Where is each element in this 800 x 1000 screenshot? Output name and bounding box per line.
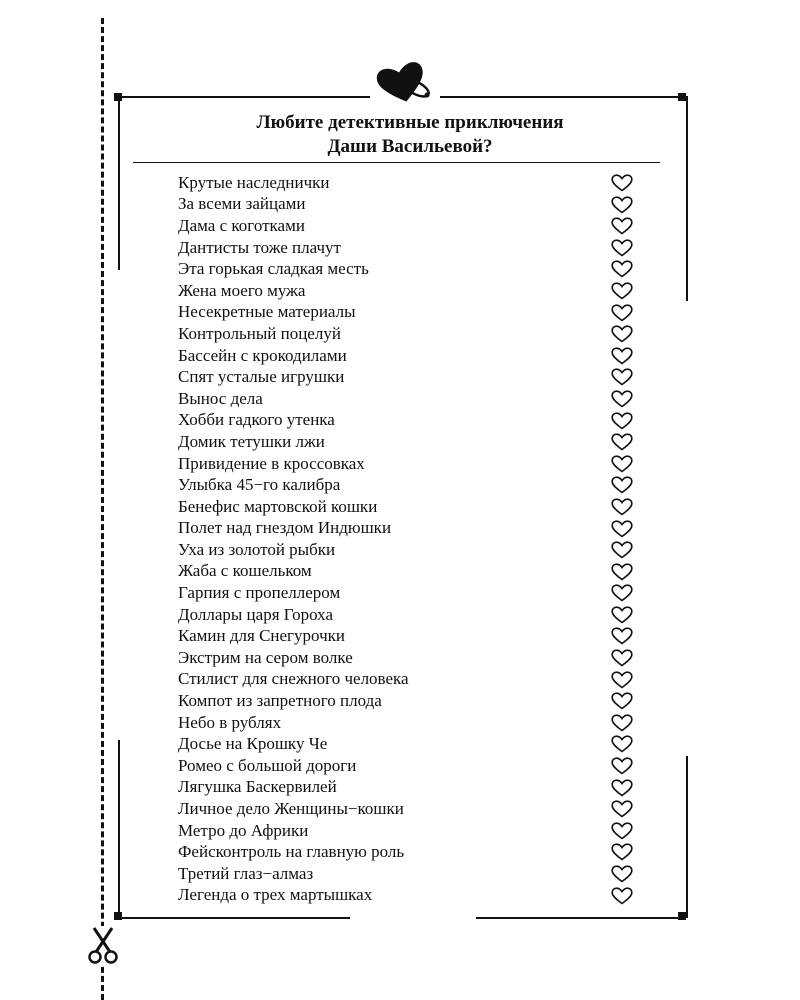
book-title: Привидение в кроссовках bbox=[178, 453, 365, 473]
book-title: Доллары царя Гороха bbox=[178, 604, 334, 624]
heart-outline-icon[interactable] bbox=[610, 390, 634, 408]
book-title: Спят усталые игрушки bbox=[178, 367, 345, 387]
heart-outline-icon[interactable] bbox=[610, 757, 634, 775]
heart-outline-icon[interactable] bbox=[610, 368, 634, 386]
list-item bbox=[178, 798, 648, 820]
book-title: Контрольный поцелуй bbox=[178, 323, 341, 343]
promo-heading bbox=[150, 111, 670, 159]
book-title: Легенда о трех мартышках bbox=[178, 885, 373, 905]
list-item bbox=[178, 280, 648, 302]
heart-outline-icon[interactable] bbox=[610, 800, 634, 818]
promo-heading-line1: Любите детективные приключения bbox=[256, 112, 564, 133]
book-title: Гарпия с пропеллером bbox=[178, 583, 341, 603]
list-item bbox=[178, 302, 648, 324]
heart-outline-icon[interactable] bbox=[610, 433, 634, 451]
book-title: Стилист для снежного человека bbox=[178, 669, 409, 689]
book-title: Камин для Снегурочки bbox=[178, 626, 345, 646]
list-item bbox=[178, 366, 648, 388]
book-title: Хобби гадкого утенка bbox=[178, 410, 335, 430]
book-title: Дама с коготками bbox=[178, 215, 305, 235]
heart-outline-icon[interactable] bbox=[610, 627, 634, 645]
list-item bbox=[178, 539, 648, 561]
list-item bbox=[178, 647, 648, 669]
book-title: Личное дело Женщины−кошки bbox=[178, 799, 404, 819]
list-item bbox=[178, 453, 648, 475]
book-title: Ромео с большой дороги bbox=[178, 755, 357, 775]
book-title: Эта горькая сладкая месть bbox=[178, 259, 369, 279]
book-title: Небо в рублях bbox=[178, 712, 282, 732]
list-item bbox=[178, 755, 648, 777]
book-title: Домик тетушки лжи bbox=[178, 431, 325, 451]
heart-outline-icon[interactable] bbox=[610, 563, 634, 581]
book-title: Экстрим на сером волке bbox=[178, 647, 353, 667]
list-item bbox=[178, 194, 648, 216]
heart-outline-icon[interactable] bbox=[610, 541, 634, 559]
heart-outline-icon[interactable] bbox=[610, 455, 634, 473]
heart-outline-icon[interactable] bbox=[610, 412, 634, 430]
list-item bbox=[178, 777, 648, 799]
heart-safety-pin-icon bbox=[372, 60, 436, 106]
book-title: Полет над гнездом Индюшки bbox=[178, 518, 392, 538]
book-title: Фейсконтроль на главную роль bbox=[178, 842, 405, 862]
heart-outline-icon[interactable] bbox=[610, 476, 634, 494]
list-item bbox=[178, 237, 648, 259]
list-item bbox=[178, 345, 648, 367]
heart-outline-icon[interactable] bbox=[610, 735, 634, 753]
book-title: Дантисты тоже плачут bbox=[178, 237, 341, 257]
list-item bbox=[178, 496, 648, 518]
book-title: Метро до Африки bbox=[178, 820, 309, 840]
book-title: Бенефис мартовской кошки bbox=[178, 496, 378, 516]
heart-outline-icon[interactable] bbox=[610, 714, 634, 732]
list-item bbox=[178, 474, 648, 496]
book-title: Бассейн с крокодилами bbox=[178, 345, 347, 365]
heart-outline-icon[interactable] bbox=[610, 325, 634, 343]
heart-outline-icon[interactable] bbox=[610, 196, 634, 214]
heart-outline-icon[interactable] bbox=[610, 606, 634, 624]
list-item bbox=[178, 733, 648, 755]
list-item bbox=[178, 258, 648, 280]
list-item bbox=[178, 172, 648, 194]
heart-outline-icon[interactable] bbox=[610, 779, 634, 797]
list-item bbox=[178, 388, 648, 410]
heart-outline-icon[interactable] bbox=[610, 843, 634, 861]
book-title: Лягушка Баскервилей bbox=[178, 777, 337, 797]
book-title: Жаба с кошельком bbox=[178, 561, 312, 581]
heart-outline-icon[interactable] bbox=[610, 692, 634, 710]
cut-line bbox=[101, 18, 104, 1000]
list-item bbox=[178, 604, 648, 626]
heading-divider bbox=[133, 162, 660, 163]
heart-outline-icon[interactable] bbox=[610, 887, 634, 905]
book-title: Досье на Крошку Че bbox=[178, 734, 328, 754]
book-title: Компот из запретного плода bbox=[178, 691, 382, 711]
book-title: За всеми зайцами bbox=[178, 194, 306, 214]
heart-outline-icon[interactable] bbox=[610, 649, 634, 667]
list-item bbox=[178, 669, 648, 691]
heart-outline-icon[interactable] bbox=[610, 174, 634, 192]
heart-outline-icon[interactable] bbox=[610, 822, 634, 840]
heart-outline-icon[interactable] bbox=[610, 217, 634, 235]
heart-outline-icon[interactable] bbox=[610, 260, 634, 278]
list-item bbox=[178, 820, 648, 842]
heart-outline-icon[interactable] bbox=[610, 865, 634, 883]
scissors-icon bbox=[86, 926, 120, 966]
book-title: Третий глаз−алмаз bbox=[178, 863, 314, 883]
list-item bbox=[178, 625, 648, 647]
list-item bbox=[178, 885, 648, 907]
heart-outline-icon[interactable] bbox=[610, 584, 634, 602]
book-checklist bbox=[178, 172, 648, 906]
list-item bbox=[178, 431, 648, 453]
promo-heading-line2: Даши Васильевой? bbox=[327, 136, 493, 157]
heart-outline-icon[interactable] bbox=[610, 239, 634, 257]
list-item bbox=[178, 841, 648, 863]
book-title: Несекретные материалы bbox=[178, 302, 356, 322]
book-title: Уха из золотой рыбки bbox=[178, 539, 336, 559]
list-item bbox=[178, 712, 648, 734]
list-item bbox=[178, 561, 648, 583]
list-item bbox=[178, 690, 648, 712]
book-title: Улыбка 45−го калибра bbox=[178, 475, 341, 495]
heart-outline-icon[interactable] bbox=[610, 671, 634, 689]
list-item bbox=[178, 863, 648, 885]
heart-outline-icon[interactable] bbox=[610, 347, 634, 365]
list-item bbox=[178, 518, 648, 540]
heart-outline-icon[interactable] bbox=[610, 282, 634, 300]
list-item bbox=[178, 410, 648, 432]
heart-outline-icon[interactable] bbox=[610, 498, 634, 516]
list-item bbox=[178, 215, 648, 237]
list-item bbox=[178, 323, 648, 345]
book-title: Вынос дела bbox=[178, 388, 263, 408]
book-title: Крутые наследнички bbox=[178, 172, 330, 192]
heart-outline-icon[interactable] bbox=[610, 520, 634, 538]
book-title: Жена моего мужа bbox=[178, 280, 306, 300]
list-item bbox=[178, 582, 648, 604]
heart-outline-icon[interactable] bbox=[610, 304, 634, 322]
